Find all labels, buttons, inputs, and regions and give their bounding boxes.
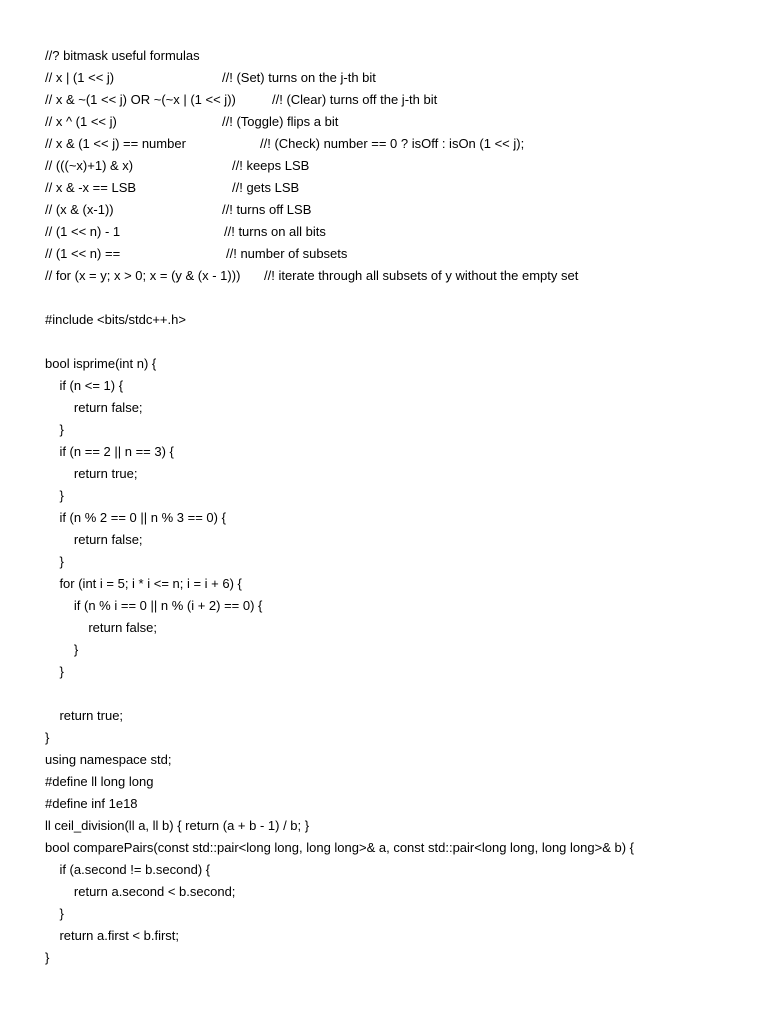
code-line: } [45,488,64,503]
code-line: return false; [45,400,143,415]
formula-expr-iterate: // for (x = y; x > 0; x = (y & (x - 1))) [45,268,241,283]
code-line: } [45,950,50,965]
code-line: ll ceil_division(ll a, ll b) { return (a + b - 1) / b; } [45,818,310,833]
code-line: for (int i = 5; i * i <= n; i = i + 6) { [45,576,242,591]
include-line: #include <bits/stdc++.h> [45,312,186,327]
code-line: } [45,554,64,569]
formula-expr-set: // x | (1 << j) [45,70,115,85]
code-line: bool comparePairs(const std::pair<long long, long long>& a, const std::pair<long long, long long>& b) { [45,840,634,855]
code-line: } [45,730,50,745]
code-line: bool isprime(int n) { [45,356,157,371]
formula-note-iterate: //! iterate through all subsets of y without the empty set [264,268,579,283]
formula-note-gets-lsb: //! gets LSB [232,180,300,195]
formula-expr-subsets: // (1 << n) == [45,246,121,261]
code-line: return a.second < b.second; [45,884,236,899]
formula-expr-all-bits: // (1 << n) - 1 [45,224,121,239]
formula-note-off-lsb: //! turns off LSB [222,202,312,217]
code-line: if (n == 2 || n == 3) { [45,444,174,459]
code-line: return false; [45,620,157,635]
formula-expr-check: // x & (1 << j) == number [45,136,186,151]
formula-expr-gets-lsb: // x & -x == LSB [45,180,137,195]
formula-note-set: //! (Set) turns on the j-th bit [222,70,376,85]
formula-note-keeps-lsb: //! keeps LSB [232,158,310,173]
code-line: } [45,906,64,921]
code-line: if (n <= 1) { [45,378,124,393]
formula-expr-keeps-lsb: // (((~x)+1) & x) [45,158,134,173]
code-line: } [45,422,64,437]
code-line: } [45,664,64,679]
code-line: return true; [45,466,138,481]
code-line: using namespace std; [45,752,172,767]
formula-expr-off-lsb: // (x & (x-1)) [45,202,114,217]
formula-note-subsets: //! number of subsets [226,246,348,261]
formula-expr-clear: // x & ~(1 << j) OR ~(~x | (1 << j)) [45,92,236,107]
code-line: } [45,642,79,657]
code-line: if (a.second != b.second) { [45,862,211,877]
code-line: return true; [45,708,124,723]
formulas-heading: //? bitmask useful formulas [45,48,200,63]
formula-note-check: //! (Check) number == 0 ? isOff : isOn (1 << j); [260,136,525,151]
code-line: return false; [45,532,143,547]
formula-note-all-bits: //! turns on all bits [224,224,326,239]
code-line: if (n % 2 == 0 || n % 3 == 0) { [45,510,226,525]
formula-note-toggle: //! (Toggle) flips a bit [222,114,339,129]
code-line: return a.first < b.first; [45,928,180,943]
code-line: #define ll long long [45,774,154,789]
code-line: #define inf 1e18 [45,796,138,811]
formula-expr-toggle: // x ^ (1 << j) [45,114,117,129]
formula-note-clear: //! (Clear) turns off the j-th bit [272,92,438,107]
code-line: if (n % i == 0 || n % (i + 2) == 0) { [45,598,263,613]
